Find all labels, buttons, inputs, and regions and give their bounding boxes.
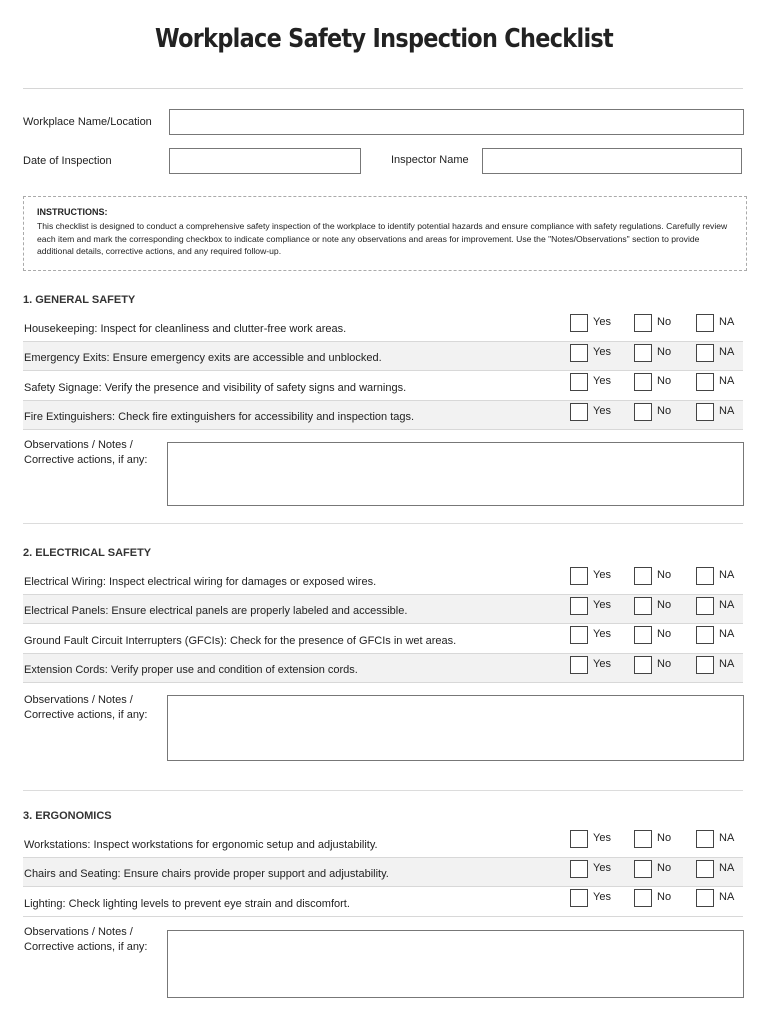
checklist-item-text: Workstations: Inspect workstations for ergonomic setup and adjustability. — [24, 838, 378, 851]
checklist-item-text: Electrical Wiring: Inspect electrical wiring for damages or exposed wires. — [24, 575, 377, 588]
no-checkbox[interactable] — [634, 626, 652, 644]
yes-checkbox[interactable] — [570, 344, 588, 362]
section-title: 1. GENERAL SAFETY — [23, 294, 136, 306]
na-checkbox[interactable] — [696, 656, 714, 674]
instructions-text: This checklist is designed to conduct a comprehensive safety inspection of the workplace to identify potential hazards and ensure compliance with safety regulations. Carefully review each item and mark the corresponding checkbox to indicate compliance or note any observations and areas for improvement. Use the "Notes/Observations" section to provide additional details, corrective actions, and any required follow-up. — [37, 221, 728, 257]
notes-label-line1: Observations / Notes / — [24, 926, 133, 938]
yes-label: Yes — [593, 375, 611, 387]
yes-checkbox[interactable] — [570, 597, 588, 615]
notes-label-line1: Observations / Notes / — [24, 439, 133, 451]
notes-label — [24, 693, 148, 723]
no-checkbox[interactable] — [634, 403, 652, 421]
no-label: No — [657, 861, 672, 874]
yes-checkbox[interactable] — [570, 889, 588, 907]
no-label: No — [657, 375, 672, 387]
yes-checkbox[interactable] — [570, 860, 588, 878]
notes-label-line2: Corrective actions, if any: — [24, 709, 148, 721]
no-label: No — [657, 628, 672, 640]
no-checkbox[interactable] — [634, 830, 652, 848]
checklist-item-text: Housekeeping: Inspect for cleanliness and clutter-free work areas. — [24, 322, 347, 335]
na-checkbox[interactable] — [696, 314, 714, 332]
checklist-item-text: Extension Cords: Verify proper use and condition of extension cords. — [24, 664, 358, 676]
notes-label-line1: Observations / Notes / — [24, 694, 133, 706]
na-label: NA — [719, 316, 735, 328]
checklist-row — [23, 828, 743, 858]
section-divider — [23, 523, 743, 524]
section-divider — [23, 790, 743, 791]
checklist-row — [23, 595, 743, 625]
na-checkbox[interactable] — [696, 830, 714, 848]
na-checkbox[interactable] — [696, 403, 714, 421]
instructions-heading: INSTRUCTIONS: — [37, 207, 108, 217]
no-checkbox[interactable] — [634, 344, 652, 362]
no-label: No — [657, 657, 672, 670]
notes-label — [24, 925, 148, 955]
yes-checkbox[interactable] — [570, 656, 588, 674]
yes-checkbox[interactable] — [570, 830, 588, 848]
section-title: 3. ERGONOMICS — [23, 810, 112, 822]
checklist-item-text: Lighting: Check lighting levels to prevent eye strain and discomfort. — [24, 897, 350, 910]
checklist-row — [23, 342, 743, 372]
workplace-label: Workplace Name/Location — [23, 116, 152, 128]
inspector-input[interactable] — [482, 148, 742, 174]
yes-label: Yes — [593, 891, 611, 903]
no-label: No — [657, 345, 672, 358]
notes-label-line2: Corrective actions, if any: — [24, 941, 148, 953]
notes-label-line2: Corrective actions, if any: — [24, 454, 148, 466]
section-title: 2. ELECTRICAL SAFETY — [23, 547, 152, 559]
na-label: NA — [719, 345, 735, 358]
no-checkbox[interactable] — [634, 567, 652, 585]
checklist-item-text: Ground Fault Circuit Interrupters (GFCIs): Check for the presence of GFCIs in wet areas. — [24, 634, 457, 647]
yes-checkbox[interactable] — [570, 567, 588, 585]
notes-textarea[interactable] — [167, 930, 744, 998]
na-checkbox[interactable] — [696, 344, 714, 362]
na-checkbox[interactable] — [696, 860, 714, 878]
na-label: NA — [719, 628, 735, 640]
no-checkbox[interactable] — [634, 860, 652, 878]
title-divider — [23, 88, 743, 89]
checklist-row — [23, 624, 743, 654]
no-checkbox[interactable] — [634, 373, 652, 391]
date-label: Date of Inspection — [23, 155, 112, 167]
no-label: No — [657, 316, 672, 328]
yes-checkbox[interactable] — [570, 626, 588, 644]
no-checkbox[interactable] — [634, 314, 652, 332]
yes-label: Yes — [593, 569, 611, 581]
yes-label: Yes — [593, 345, 611, 358]
checklist-row — [23, 371, 743, 401]
yes-checkbox[interactable] — [570, 403, 588, 421]
checklist-row — [23, 887, 743, 917]
no-checkbox[interactable] — [634, 597, 652, 615]
na-label: NA — [719, 832, 735, 844]
no-checkbox[interactable] — [634, 889, 652, 907]
na-label: NA — [719, 657, 735, 670]
checklist-row — [23, 654, 743, 684]
no-label: No — [657, 832, 672, 844]
checklist-row — [23, 312, 743, 342]
checklist-row — [23, 858, 743, 888]
notes-textarea[interactable] — [167, 695, 744, 761]
notes-textarea[interactable] — [167, 442, 744, 506]
yes-checkbox[interactable] — [570, 373, 588, 391]
checklist-item-text: Electrical Panels: Ensure electrical panels are properly labeled and accessible. — [24, 605, 408, 617]
workplace-input[interactable] — [169, 109, 744, 135]
instructions-box — [23, 196, 747, 271]
page-title: Workplace Safety Inspection Checklist — [154, 24, 614, 54]
na-checkbox[interactable] — [696, 626, 714, 644]
no-label: No — [657, 569, 672, 581]
yes-label: Yes — [593, 598, 611, 611]
yes-label: Yes — [593, 861, 611, 874]
na-checkbox[interactable] — [696, 567, 714, 585]
yes-label: Yes — [593, 316, 611, 328]
na-label: NA — [719, 404, 735, 417]
checklist-row — [23, 401, 743, 431]
yes-label: Yes — [593, 404, 611, 417]
na-label: NA — [719, 569, 735, 581]
na-checkbox[interactable] — [696, 889, 714, 907]
na-label: NA — [719, 861, 735, 874]
no-checkbox[interactable] — [634, 656, 652, 674]
no-label: No — [657, 598, 672, 611]
na-label: NA — [719, 891, 735, 903]
na-label: NA — [719, 375, 735, 387]
yes-label: Yes — [593, 628, 611, 640]
notes-label — [24, 438, 148, 468]
no-label: No — [657, 891, 672, 903]
na-checkbox[interactable] — [696, 373, 714, 391]
checklist-item-text: Emergency Exits: Ensure emergency exits are accessible and unblocked. — [24, 352, 382, 364]
yes-checkbox[interactable] — [570, 314, 588, 332]
yes-label: Yes — [593, 657, 611, 670]
no-label: No — [657, 404, 672, 417]
checklist-item-text: Fire Extinguishers: Check fire extinguishers for accessibility and inspection tags. — [24, 411, 415, 423]
checklist-item-text: Chairs and Seating: Ensure chairs provide proper support and adjustability. — [24, 868, 389, 880]
na-checkbox[interactable] — [696, 597, 714, 615]
date-input[interactable] — [169, 148, 361, 174]
na-label: NA — [719, 598, 735, 611]
checklist-item-text: Safety Signage: Verify the presence and visibility of safety signs and warnings. — [24, 381, 407, 394]
yes-label: Yes — [593, 832, 611, 844]
inspector-label: Inspector Name — [391, 154, 469, 166]
checklist-row — [23, 565, 743, 595]
